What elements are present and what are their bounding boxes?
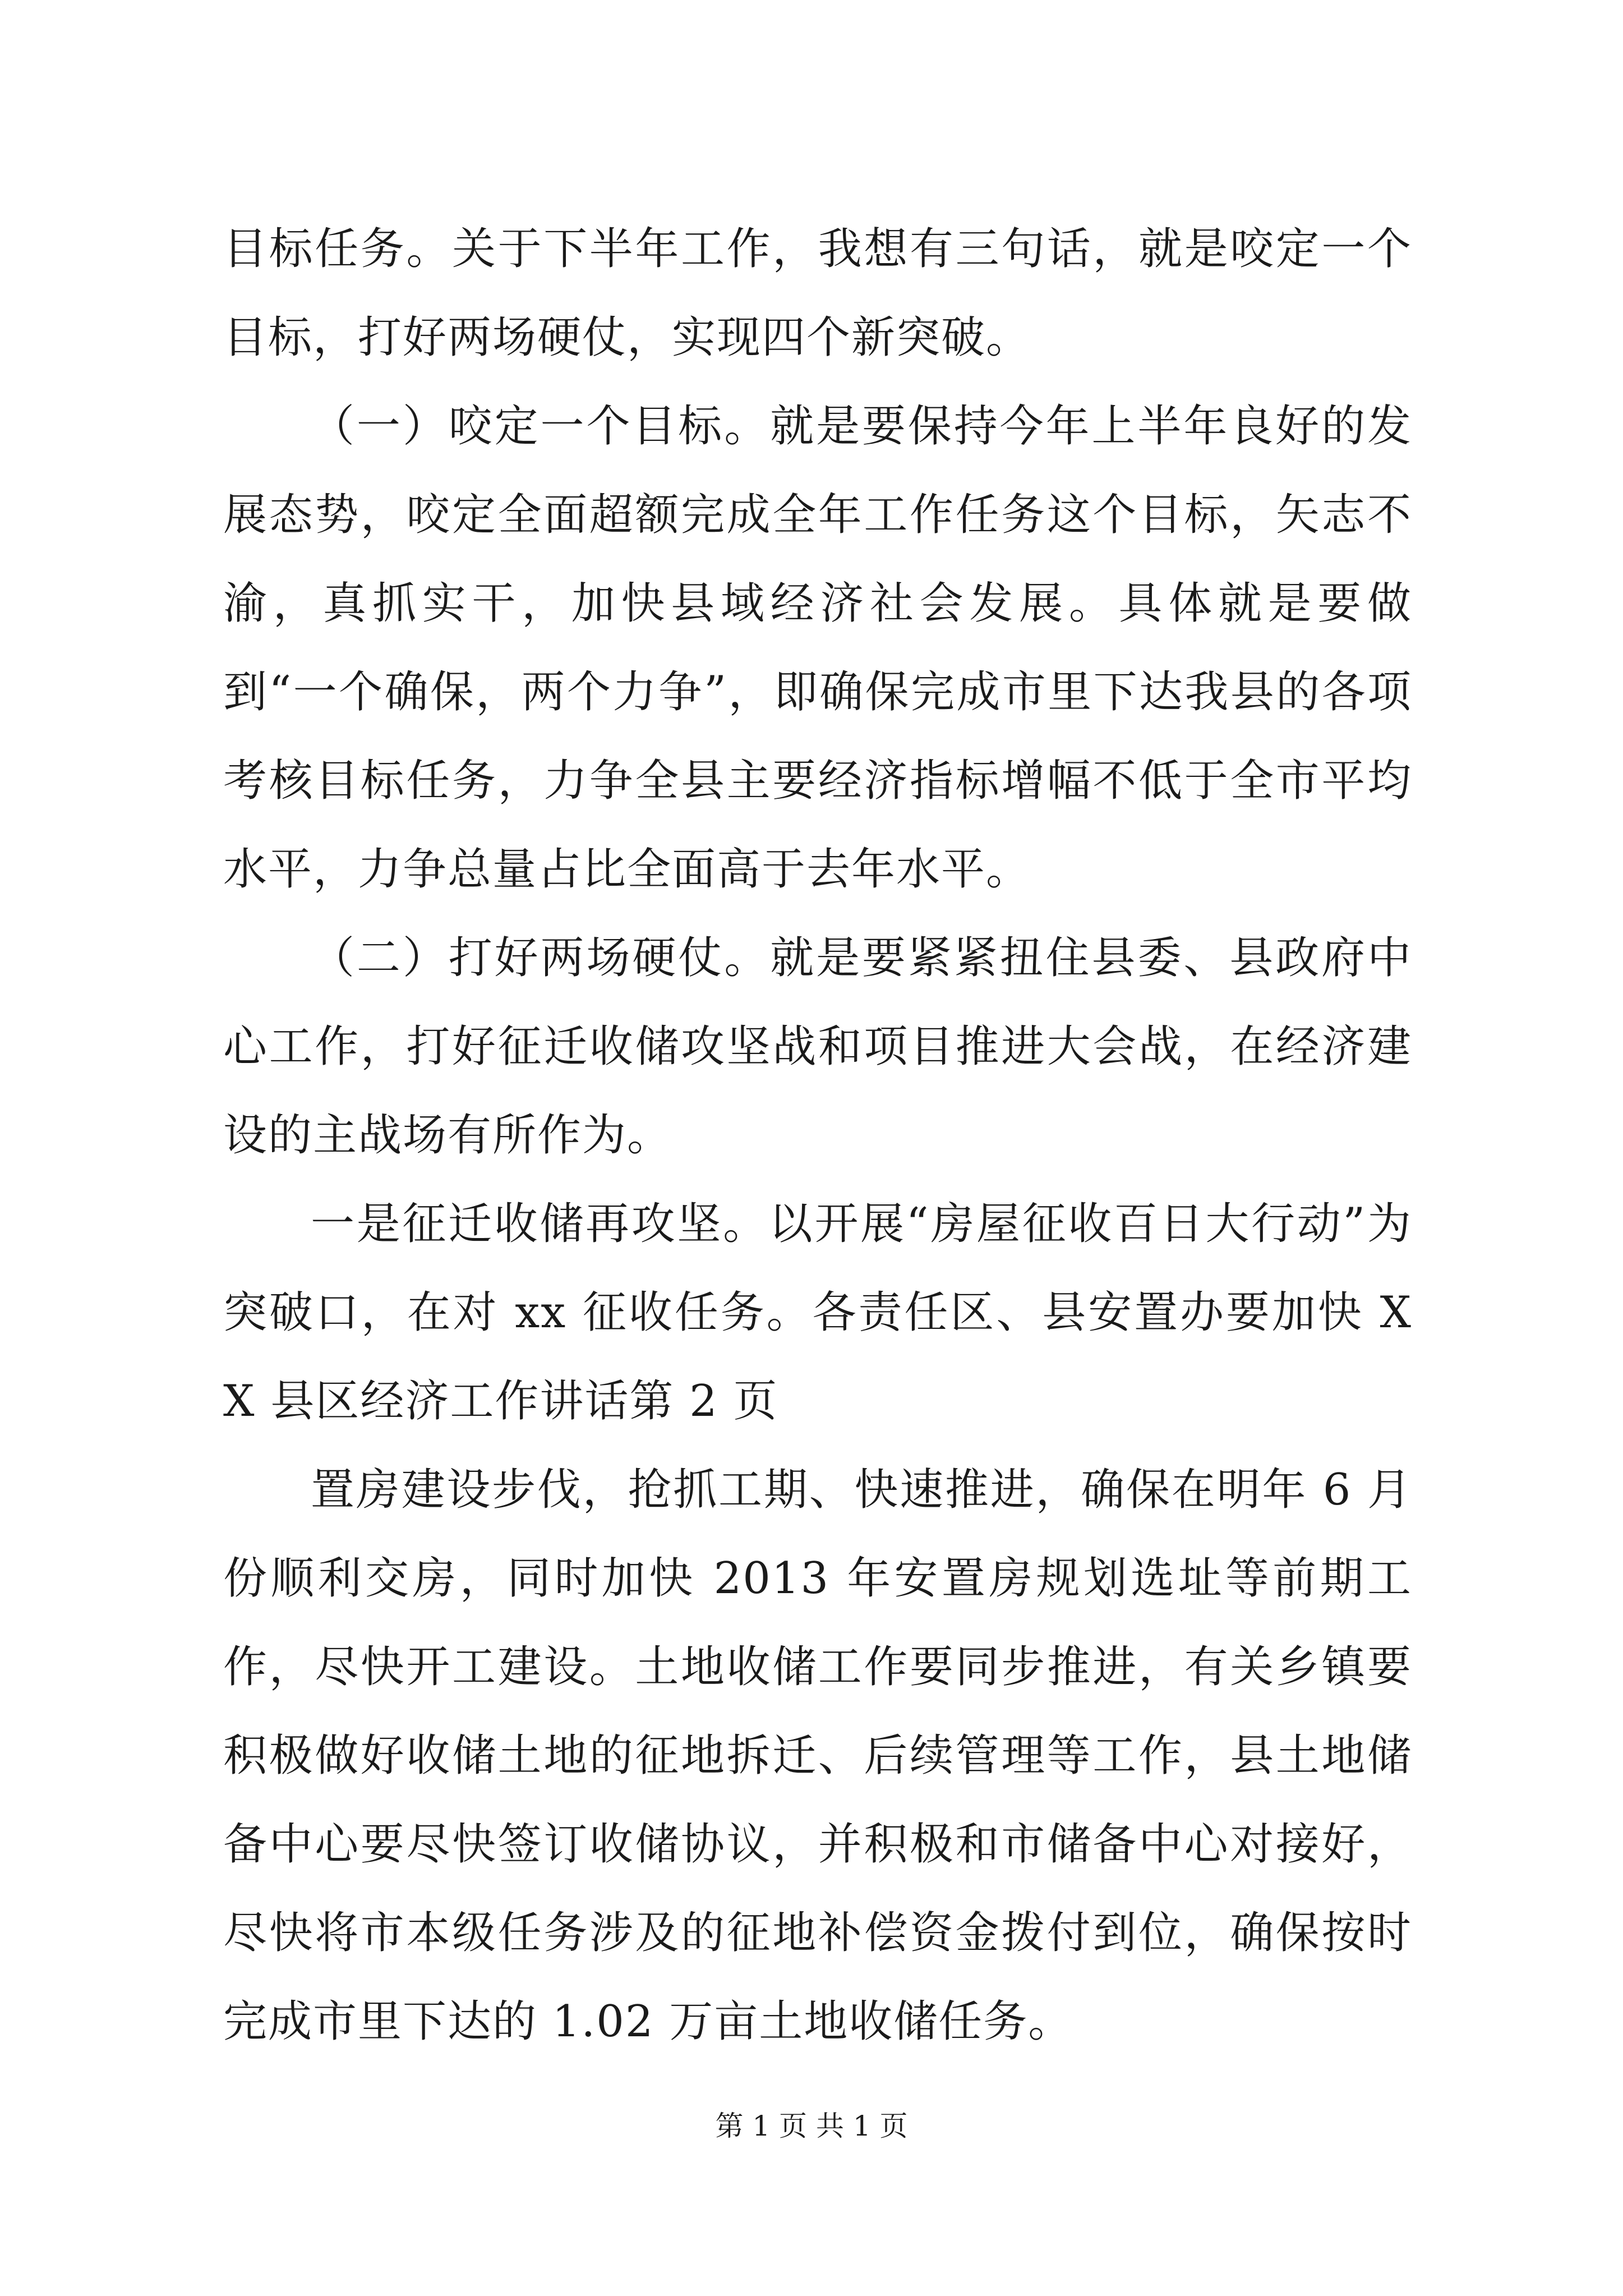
- paragraph-5: 置房建设步伐，抢抓工期、快速推进，确保在明年 6 月份顺利交房，同时加快 2013 年安置房规划选址等前期工作，尽快开工建设。土地收储工作要同步推进，有关乡镇要积极做好收储土地的征地拆迁、后续管理等工作，县土地储备中心要尽快签订收储协议，并积极和市储备中心对接好，尽快将市本级任务涉及的征地补偿资金拨付到位，确保按时完成市里下达的 1.02 万亩土地收储任务。: [223, 1465, 1412, 2047]
- document-body: [223, 205, 1412, 2066]
- paragraph-1: 目标任务。关于下半年工作，我想有三句话，就是咬定一个目标，打好两场硬仗，实现四个新突破。: [223, 224, 1412, 363]
- paragraph-3: （二）打好两场硬仗。就是要紧紧扭住县委、县政府中心工作，打好征迁收储攻坚战和项目推进大会战，在经济建设的主战场有所作为。: [223, 933, 1412, 1161]
- paragraph-4: 一是征迁收储再攻坚。以开展“房屋征收百日大行动”为突破口，在对 xx 征收任务。各责任区、县安置办要加快 XX 县区经济工作讲话第 2 页: [223, 1199, 1412, 1427]
- paragraph-2: （一）咬定一个目标。就是要保持今年上半年良好的发展态势，咬定全面超额完成全年工作任务这个目标，矢志不渝，真抓实干，加快县域经济社会发展。具体就是要做到“一个确保，两个力争”，即确保完成市里下达我县的各项考核目标任务，力争全县主要经济指标增幅不低于全市平均水平，力争总量占比全面高于去年水平。: [223, 401, 1412, 895]
- page-footer: 第 1 页 共 1 页: [715, 2110, 908, 2142]
